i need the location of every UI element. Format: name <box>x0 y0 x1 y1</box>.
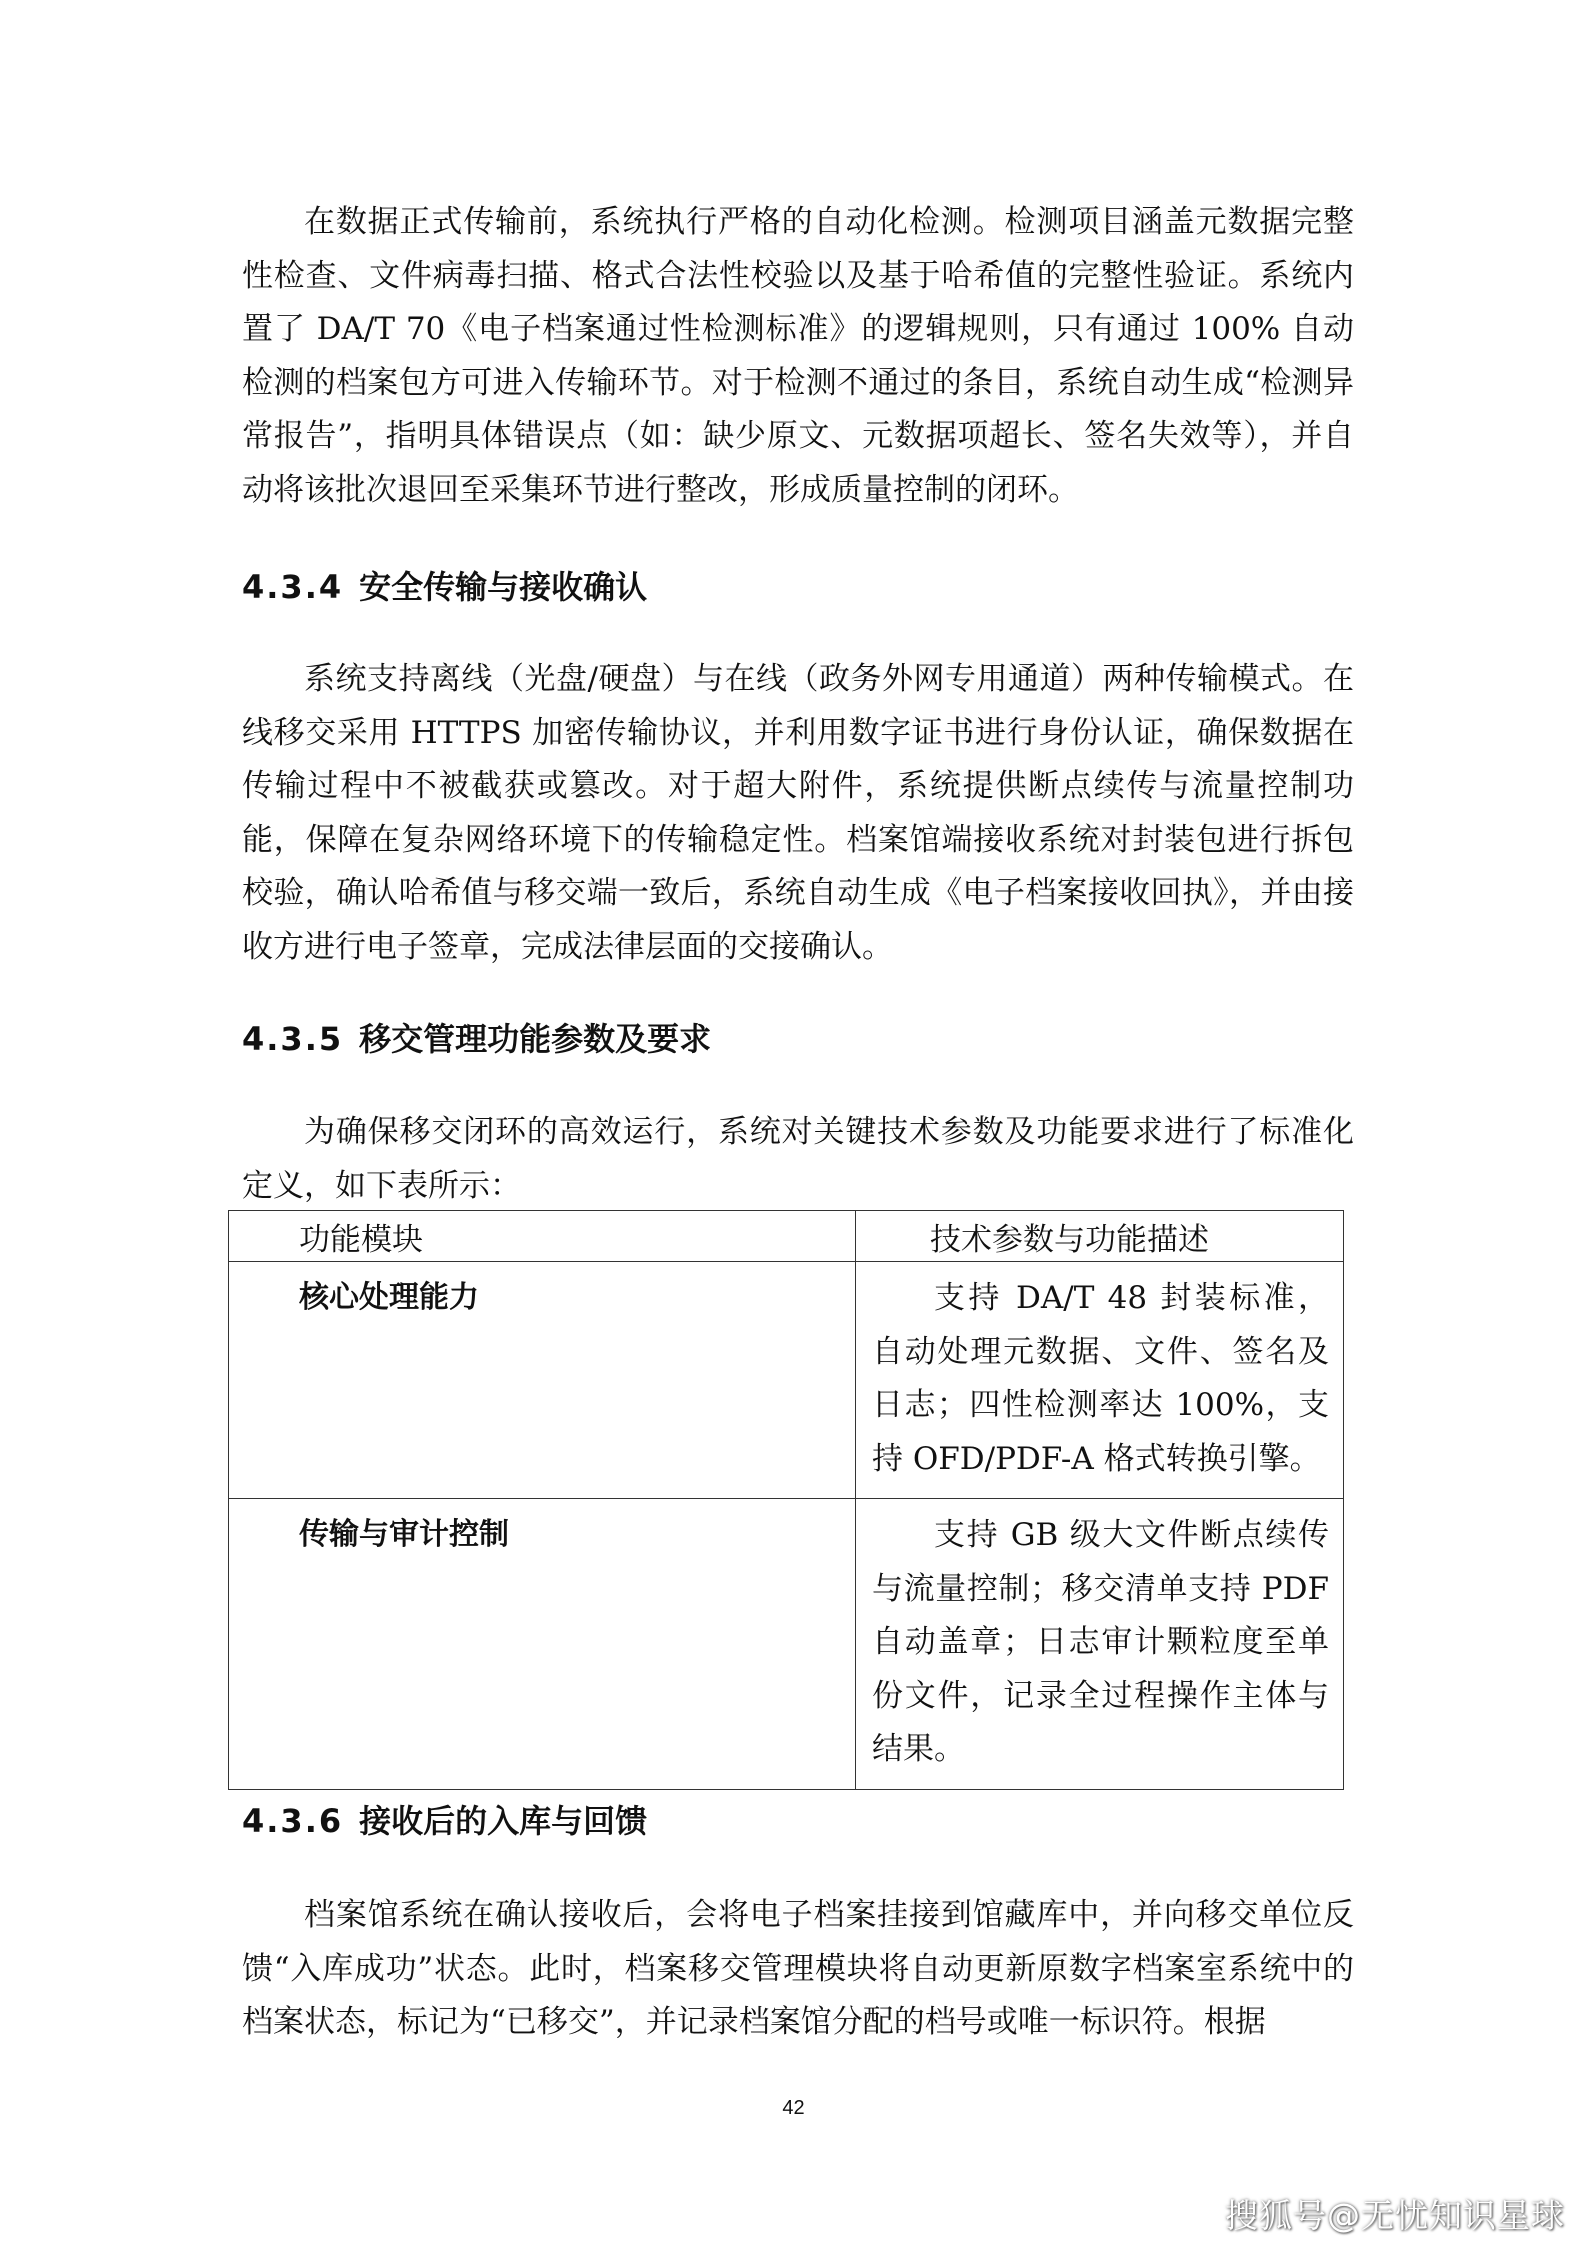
table-cell-description: 支持 GB 级大文件断点续传与流量控制；移交清单支持 PDF 自动盖章；日志审计颗粒度至单份文件，记录全过程操作主体与结果。 <box>856 1499 1344 1790</box>
table-header-description: 技术参数与功能描述 <box>856 1211 1344 1262</box>
table-cell-module: 传输与审计控制 <box>229 1499 856 1790</box>
table-header-row <box>229 1211 1344 1262</box>
section-title: 移交管理功能参数及要求 <box>359 1020 712 1058</box>
table-row <box>229 1499 1344 1790</box>
section-number: 4.3.6 <box>242 1802 344 1840</box>
table-header-module: 功能模块 <box>229 1211 856 1262</box>
table-cell-description: 支持 DA/T 48 封装标准，自动处理元数据、文件、签名及日志；四性检测率达 100%，支持 OFD/PDF-A 格式转换引擎。 <box>856 1262 1344 1499</box>
table-cell-module: 核心处理能力 <box>229 1262 856 1499</box>
parameter-table <box>228 1210 1344 1790</box>
page-number: 42 <box>782 2097 805 2119</box>
watermark: 搜狐号@无忧知识星球 <box>1225 2196 1565 2235</box>
paragraph-table-intro: 为确保移交闭环的高效运行，系统对关键技术参数及功能要求进行了标准化定义，如下表所示： <box>242 1114 1354 1204</box>
table-row <box>229 1262 1344 1499</box>
paragraph-archive-feedback: 档案馆系统在确认接收后，会将电子档案挂接到馆藏库中，并向移交单位反馈“入库成功”状态。此时，档案移交管理模块将自动更新原数字档案室系统中的档案状态，标记为“已移交”，并记录档案馆分配的档号或唯一标识符。根据 <box>242 1897 1354 2040</box>
paragraph-auto-check: 在数据正式传输前，系统执行严格的自动化检测。检测项目涵盖元数据完整性检查、文件病毒扫描、格式合法性校验以及基于哈希值的完整性验证。系统内置了 DA/T 70《电子档案通过性检测标准》的逻辑规则，只有通过 100% 自动检测的档案包方可进入传输环节。对于检测不通过的条目，系统自动生成“检测异常报告”，指明具体错误点（如：缺少原文、元数据项超长、签名失效等），并自动将该批次退回至采集环节进行整改，形成质量控制的闭环。 <box>242 204 1354 508</box>
section-title: 接收后的入库与回馈 <box>359 1802 648 1840</box>
section-title: 安全传输与接收确认 <box>359 568 648 606</box>
section-heading-4-3-4 <box>242 565 647 609</box>
section-heading-4-3-5 <box>242 1017 711 1061</box>
section-number: 4.3.4 <box>242 568 344 606</box>
section-number: 4.3.5 <box>242 1020 344 1058</box>
section-heading-4-3-6 <box>242 1799 647 1843</box>
paragraph-secure-transfer: 系统支持离线（光盘/硬盘）与在线（政务外网专用通道）两种传输模式。在线移交采用 HTTPS 加密传输协议，并利用数字证书进行身份认证，确保数据在传输过程中不被截获或篡改。对于超大附件，系统提供断点续传与流量控制功能，保障在复杂网络环境下的传输稳定性。档案馆端接收系统对封装包进行拆包校验，确认哈希值与移交端一致后，系统自动生成《电子档案接收回执》，并由接收方进行电子签章，完成法律层面的交接确认。 <box>242 661 1354 965</box>
